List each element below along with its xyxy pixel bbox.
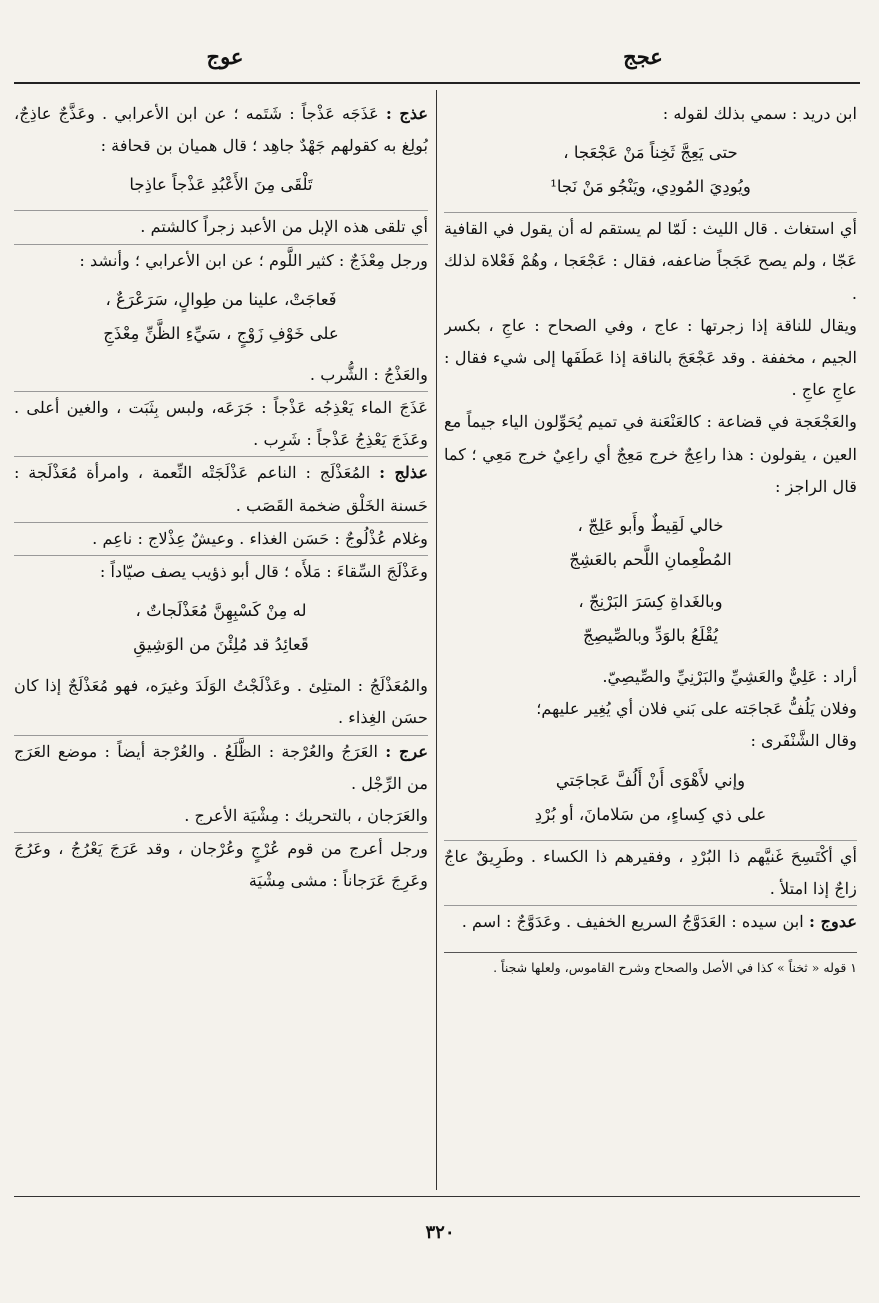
- entry-text: المُعَذْلَج : الناعم عَذْلَجَتْه النِّعمة ، وامرأة مُعَذْلَجة : حَسنة الخَلْق ضخمة القَصَب .: [14, 463, 428, 515]
- entry-text: ابن سيده : العَدَوَّجُ السريع الخفيف . وعَدَوَّجٌ : اسم .: [461, 912, 809, 932]
- paragraph: أي أكْتَسِحَ غَنيَّهم ذا البُرْدِ ، وفقيرهم ذا الكساء . وطَرِيقٌ عاجٌ زاجٌ إذا امتلأ .: [444, 846, 857, 898]
- paragraph: أي تلقى هذه الإبل من الأعبد زجراً كالشتم .: [140, 217, 428, 237]
- verse: [14, 594, 428, 662]
- paragraph: والمُعَذْلَجُ : المتلِئ . وعَذْلَجْتُ الوَلَدَ وغيرَه، فهو مُعَذْلَجٌ إذا كان حسَن الغِذاء .: [14, 676, 428, 728]
- left-column: [14, 98, 428, 1188]
- entry-adhlj: [14, 457, 428, 521]
- paragraph: والعَجْعَجة في قضاعة : كالعَنْعَنة في تميم يُحَوِّلون الياء جيماً مع العين ، يقولون : هذا راعِجٌ خرج مَعِجٌ أي راعِيٌ خرج مَعِي ؛ كما قال الراجز :: [444, 412, 857, 496]
- verse-line: فَعاجَتْ، علينا من طِوالٍ، سَرَعْرَعٌ ،: [105, 289, 337, 309]
- paragraph: وقال الشَّنْفَرى :: [750, 731, 857, 751]
- paragraph: وفلان يَلُفُّ عَجاجَته على بَني فلان أي يُغِير عليهم؛: [536, 699, 857, 719]
- paragraph: أي استغاث . قال الليث : لَمّا لم يستقم له أن يقول في القافية عَجّا ، ولم يصح عَجَجاً ضاعفه، فقال : عَجْعَجا ، وهُمْ فَعْلاة لذلك .: [444, 219, 857, 303]
- headword: عرج :: [385, 741, 428, 761]
- verse: [444, 509, 857, 577]
- headword: عذلج :: [379, 463, 428, 483]
- verse-line: خالي لَقِيطٌ وأَبو عَلِجّ ،: [577, 516, 724, 536]
- verse-line: وإني لأَهْوَى أَنْ أَلُفَّ عَجاجَتي: [555, 770, 746, 790]
- verse-line: حتى يَعِجَّ ثَخِناً مَنْ عَجْعَجا ،: [563, 143, 738, 163]
- verse-line: تَلْقَى مِنَ الأَعْبُدِ عَذْجاً عاذِجا: [129, 175, 313, 195]
- paragraph: أراد : عَلِيٌّ والعَشِيِّ والبَرْنِيِّ والصِّيصِيّ.: [602, 667, 857, 687]
- running-head: [0, 40, 879, 76]
- paragraph: ويقال للناقة إذا زجرتها : عاج ، وفي الصحاح : عاجِ ، بكسر الجيم ، مخففة . وقد عَجْعَجَ بالناقة إذا عَطَفَها إلى شيء فقال : عاجِ عاجِ .: [444, 315, 857, 400]
- verse-line: يُقْلَعُ بالوَدِّ وبالصِّيصِجّ: [582, 626, 719, 646]
- verse: [14, 168, 428, 202]
- verse-line: على ذي كِساءٍ، من سَلامانَ، أو بُرْدِ: [534, 804, 767, 824]
- verse-line: قَعائِدُ قد مُلِئْنَ من الوَشِيقِ: [133, 635, 309, 655]
- paragraph: عَذَجَ الماء يَعْذِجُه عَذْجاً : جَرَعَه، ولبس بِثَبَت ، والغين أعلى . وعَذَجَ يَعْذِجُ عَذْجاً : شَرِب .: [14, 398, 428, 450]
- headword: عذج :: [385, 104, 428, 123]
- page-number: ٣٢٠: [425, 1222, 455, 1243]
- running-head-left: عوج: [206, 44, 244, 69]
- paragraph: ورجل مِعْذَجٌ : كثير اللَّوم ؛ عن ابن الأعرابي ؛ وأنشد :: [79, 250, 428, 270]
- headword: عدوج :: [808, 912, 857, 932]
- entry-adhj: [14, 98, 428, 162]
- paragraph: وعَذْلَجَ السِّقاءَ : مَلأَه ؛ قال أبو ذؤيب يصف صيّاداً :: [99, 562, 428, 582]
- paragraph: ورجل أعرج من قوم عُرْجٍ وعُرْجان ، وقد عَرَجَ يَعْرُجُ ، وعَرُجَ وعَرِجَ عَرَجاناً : مشى مِشْيَة: [14, 839, 428, 891]
- verse-line: له مِنْ كَسْبِهِنَّ مُعَذْلَجاتٌ ،: [135, 601, 307, 621]
- column-divider: [436, 90, 437, 1190]
- paragraph: والعَرَجان ، بالتحريك : مِشْيَة الأعرج .: [184, 806, 428, 826]
- top-rule: [14, 82, 860, 84]
- entry-adwj: [444, 906, 857, 938]
- bottom-rule: [14, 1196, 860, 1197]
- verse-line: المُطْعِمانِ اللَّحم بالعَشِجّ: [569, 550, 732, 570]
- entry-arj: [14, 736, 428, 800]
- paragraph: والعَذْجُ : الشُّرب .: [309, 364, 428, 384]
- verse: [14, 283, 428, 351]
- verse-line: وبالغَداةِ كِسَرَ البَرْنِجّ ،: [578, 592, 723, 612]
- paragraph: وغلام عُذْلُوجٌ : حَسَن الغذاء . وعيشٌ عِذْلاج : ناعِم .: [92, 528, 428, 548]
- entry-text: العَرَجُ والعُرْجة : الظَّلَعُ . والعُرْجة أيضاً : موضع العَرَج من الرِّجْل .: [14, 741, 428, 793]
- footnote-rule: [444, 952, 857, 953]
- paragraph: ابن دريد : سمي بذلك لقوله :: [662, 104, 857, 123]
- running-head-right: عجج: [623, 44, 663, 69]
- verse: [444, 585, 857, 653]
- entry-text: عَذَجَه عَذْجاً : شَتَمه ؛ عن ابن الأعرابي . وعَذَّجٌ عاذِجٌ، بُولِغ به كقولهم جَهْدٌ جاهِد ؛ قال هميان بن قحافة :: [14, 104, 428, 156]
- verse-line: ويُودِيَ المُودِي، ويَنْجُو مَنْ نَجا¹: [550, 177, 751, 197]
- verse: [444, 764, 857, 832]
- verse: [444, 136, 857, 204]
- right-column: [444, 98, 857, 1188]
- verse-line: على خَوْفِ زَوْجٍ ، سَيِّءِ الظَّنِّ مِعْذَجِ: [103, 323, 339, 343]
- footnote: ١ قوله « ثخناً » كذا في الأصل والصحاح وشرح القاموس، ولعلها شجناً .: [493, 960, 857, 976]
